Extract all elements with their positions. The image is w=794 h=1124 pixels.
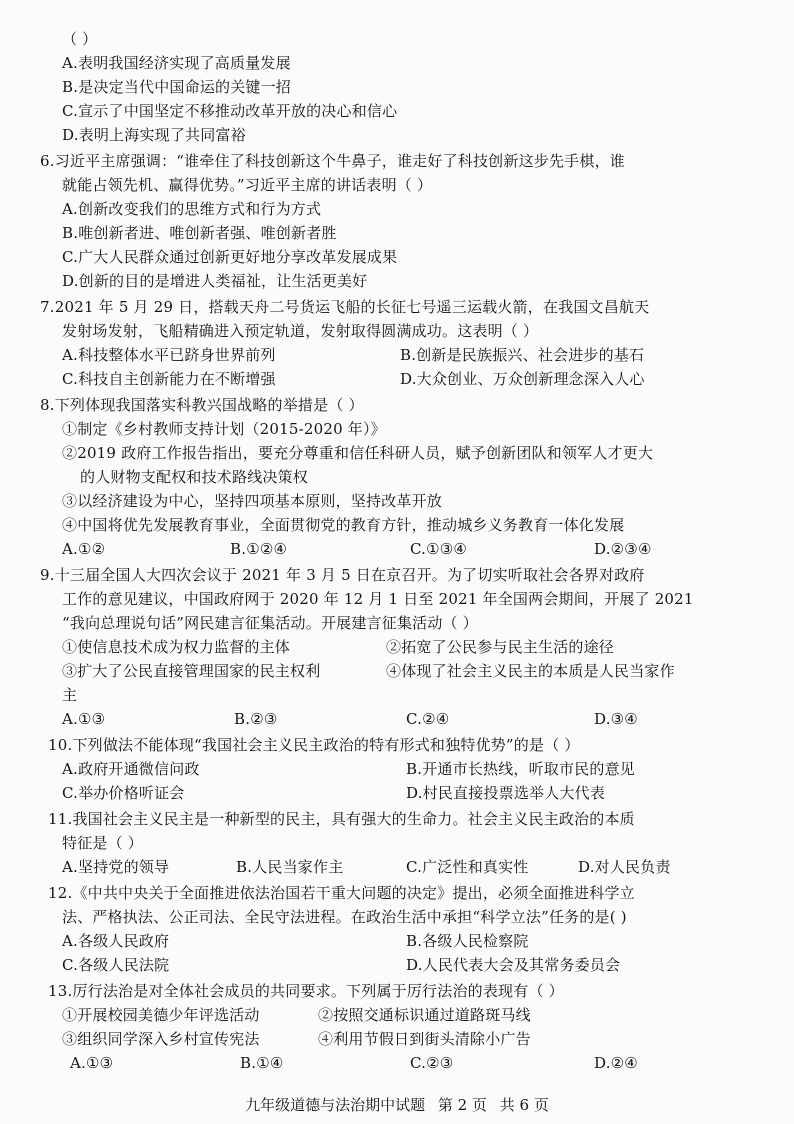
q8-statement-2: ②2019 政府工作报告指出，要充分尊重和信任科研人员，赋予创新团队和领军人才更大 — [62, 444, 654, 462]
q13-option-b: B.①④ — [240, 1054, 284, 1072]
q5-option-b: B.是决定当代中国命运的关键一招 — [62, 78, 291, 96]
q9-statement-3: ③扩大了公民直接管理国家的民主权利 — [62, 662, 321, 680]
q11-stem-line1: 11.我国社会主义民主是一种新型的民主，具有强大的生命力。社会主义民主政治的本质 — [48, 810, 635, 828]
q10-option-b: B.开通市长热线，听取市民的意见 — [406, 760, 635, 778]
q8-statement-1: ①制定《乡村教师支持计划（2015-2020 年）》 — [62, 420, 386, 438]
q9-option-d: D.③④ — [594, 710, 638, 728]
q13-stem: 13.厉行法治是对全体社会成员的共同要求。下列属于厉行法治的表现有（ ） — [48, 982, 564, 1000]
q7-option-b: B.创新是民族振兴、社会进步的基石 — [400, 346, 645, 364]
q12-stem-line2: 法、严格执法、公正司法、全民守法进程。在政治生活中承担“科学立法”任务的是( ) — [62, 908, 627, 926]
q12-stem-line1: 12.《中共中央关于全面推进依法治国若干重大问题的决定》提出，必须全面推进科学立 — [48, 884, 635, 902]
q9-statement-2: ②拓宽了公民参与民主生活的途径 — [386, 638, 615, 656]
q5-option-d: D.表明上海实现了共同富裕 — [62, 126, 246, 144]
q7-stem-line2: 发射场发射，飞船精确进入预定轨道，发射取得圆满成功。这表明（ ） — [62, 322, 539, 340]
q7-option-c: C.科技自主创新能力在不断增强 — [62, 370, 276, 388]
q8-statement-4: ④中国将优先发展教育事业，全面贯彻党的教育方针，推动城乡义务教育一体化发展 — [62, 516, 625, 534]
q11-option-b: B.人民当家作主 — [236, 858, 344, 876]
q13-statement-2: ②按照交通标识通过道路斑马线 — [318, 1006, 531, 1024]
q10-stem: 10.下列做法不能体现“我国社会主义民主政治的特有形式和独特优势”的是（ ） — [48, 736, 580, 754]
q8-statement-2-cont: 的人财物支配权和技术路线决策权 — [80, 468, 309, 486]
q13-option-a: A.①③ — [70, 1054, 114, 1072]
q8-option-d: D.②③④ — [594, 540, 652, 558]
q11-option-a: A.坚持党的领导 — [62, 858, 170, 876]
q9-statement-1: ①使信息技术成为权力监督的主体 — [62, 638, 291, 656]
q9-option-a: A.①③ — [62, 710, 106, 728]
q13-statement-3: ③组织同学深入乡村宣传宪法 — [62, 1030, 260, 1048]
exam-title: 九年级道德与法治期中试题 — [245, 1096, 426, 1114]
q11-stem-line2: 特征是（ ） — [62, 834, 143, 852]
q6-option-d: D.创新的目的是增进人类福祉，让生活更美好 — [62, 272, 368, 290]
q13-option-c: C.②③ — [410, 1054, 454, 1072]
q6-stem-line2: 就能占领先机、赢得优势。”习近平主席的讲话表明（ ） — [62, 176, 433, 194]
q11-option-c: C.广泛性和真实性 — [406, 858, 529, 876]
q5-option-c: C.宣示了中国坚定不移推动改革开放的决心和信心 — [62, 102, 398, 120]
q9-stem-line2: 工作的意见建议，中国政府网于 2020 年 12 月 1 日至 2021 年全国两会期间，开展了 2021 — [62, 590, 694, 608]
q13-statement-4: ④利用节假日到街头清除小广告 — [318, 1030, 531, 1048]
q6-option-b: B.唯创新者进、唯创新者强、唯创新者胜 — [62, 224, 337, 242]
q6-option-a: A.创新改变我们的思维方式和行为方式 — [62, 200, 322, 218]
q7-stem-line1: 7.2021 年 5 月 29 日，搭载天舟二号货运飞船的长征七号遥三运载火箭，在我国文昌航天 — [40, 298, 650, 316]
q11-option-d: D.对人民负责 — [578, 858, 671, 876]
q8-option-a: A.①② — [62, 540, 106, 558]
q12-option-b: B.各级人民检察院 — [406, 932, 529, 950]
q7-option-a: A.科技整体水平已跻身世界前列 — [62, 346, 276, 364]
q8-stem: 8.下列体现我国落实科教兴国战略的举措是（ ） — [40, 396, 364, 414]
page-number: 第 2 页 — [437, 1096, 487, 1114]
q8-option-c: C.①③④ — [410, 540, 468, 558]
q13-statement-1: ①开展校园美德少年评选活动 — [62, 1006, 260, 1024]
q8-option-b: B.①②④ — [230, 540, 288, 558]
q5-option-a: A.表明我国经济实现了高质量发展 — [62, 54, 291, 72]
q10-option-a: A.政府开通微信问政 — [62, 760, 200, 778]
q8-statement-3: ③以经济建设为中心，坚持四项基本原则，坚持改革开放 — [62, 492, 443, 510]
q9-statement-4: ④体现了社会主义民主的本质是人民当家作 — [386, 662, 675, 680]
q9-stem-line3: “我向总理说句话”网民建言征集活动。开展建言征集活动（ ） — [62, 614, 478, 632]
q9-option-c: C.②④ — [406, 710, 450, 728]
q12-option-a: A.各级人民政府 — [62, 932, 170, 950]
q7-option-d: D.大众创业、万众创新理念深入人心 — [400, 370, 645, 388]
q6-stem-line1: 6.习近平主席强调：“谁牵住了科技创新这个牛鼻子，谁走好了科技创新这步先手棋，谁 — [40, 152, 625, 170]
q9-stem-line1: 9.十三届全国人大四次会议于 2021 年 3 月 5 日在京召开。为了切实听取社会各界对政府 — [40, 566, 645, 584]
q10-option-c: C.举办价格听证会 — [62, 784, 185, 802]
q13-option-d: D.②④ — [594, 1054, 638, 1072]
q12-option-d: D.人民代表大会及其常务委员会 — [406, 956, 621, 974]
page-total: 共 6 页 — [499, 1096, 549, 1114]
q10-option-d: D.村民直接投票选举人大代表 — [406, 784, 606, 802]
q5-answer-blank: （ ） — [62, 30, 98, 48]
q9-statement-4-cont: 主 — [62, 686, 78, 704]
q12-option-c: C.各级人民法院 — [62, 956, 170, 974]
page-footer — [0, 1094, 794, 1116]
q9-option-b: B.②③ — [234, 710, 278, 728]
q6-option-c: C.广大人民群众通过创新更好地分享改革发展成果 — [62, 248, 398, 266]
